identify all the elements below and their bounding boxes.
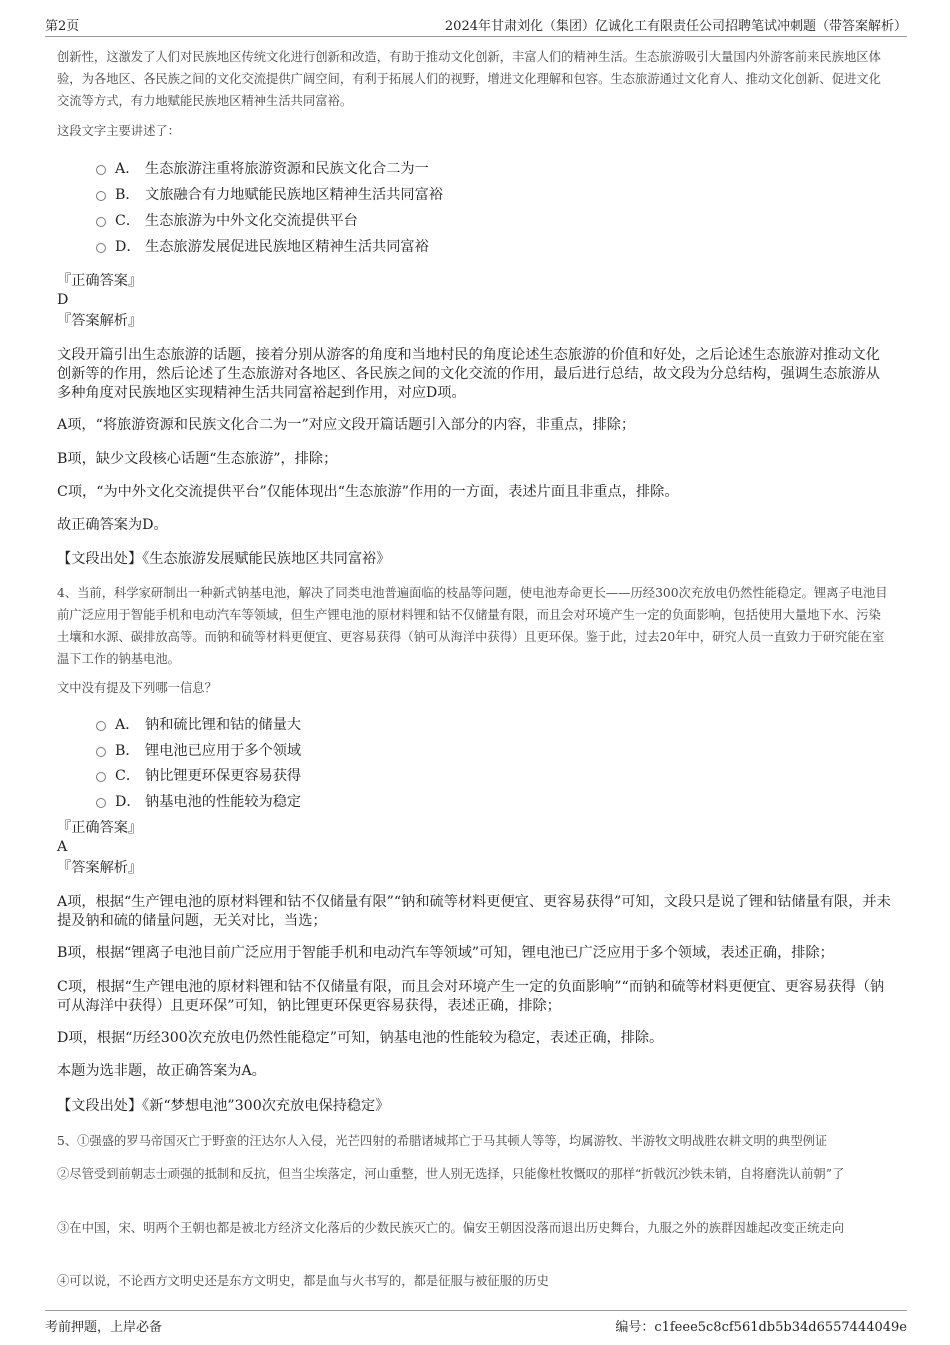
radio-icon[interactable]	[96, 798, 106, 808]
q4-analysis-paragraph: B项，根据“锂离子电池目前广泛应用于智能手机和电动汽车等领域”可知，锂电池已广泛应用于多个领域，表述正确，排除；	[57, 945, 834, 961]
q5-sentence: 5、①强盛的罗马帝国灭亡于野蛮的汪达尔人入侵，光芒四射的希腊诸城邦亡于马其顿人等等，均属游牧、半游牧文明战胜农耕文明的典型例证	[57, 1134, 828, 1148]
option-text: 生态旅游发展促进民族地区精神生活共同富裕	[145, 239, 429, 255]
q3-analysis-label: 『答案解析』	[57, 313, 143, 329]
option-letter: A．	[115, 717, 140, 733]
q4-analysis-paragraph: C项，根据“生产锂电池的原材料锂和钴不仅储量有限，而且会对环境产生一定的负面影响”“而钠和硫等材料更便宜、更容易获得（钠可从海洋中获得）且更环保”可知，钠比锂更环保更容易获得，表述正确，排除；	[57, 979, 885, 1014]
option-letter: B．	[115, 187, 140, 203]
page-footer	[45, 1310, 907, 1337]
radio-icon[interactable]	[96, 217, 106, 227]
q4-passage: 4、当前，科学家研制出一种新式钠基电池，解决了同类电池普遍面临的枝晶等问题，使电池寿命更长——历经300次充放电仍然性能稳定。锂离子电池目前广泛应用于智能手机和电动汽车等领域，但生产锂电池的原材料锂和钴不仅储量有限，而且会对环境产生一定的负面影响，包括使用大量地下水、污染土壤和水源、碳排放高等。而钠和硫等材料更便宜、更容易获得（钠可从海洋中获得）且更环保。鉴于此，过去20年中，研究人员一直致力于研究能在室温下工作的钠基电池。	[57, 586, 888, 666]
radio-icon[interactable]	[96, 772, 106, 782]
q4-option-c[interactable]	[96, 765, 301, 785]
q4-analysis-paragraph: D项，根据“历经300次充放电仍然性能稳定”可知，钠基电池的性能较为稳定，表述正确，排除。	[57, 1030, 664, 1046]
radio-icon[interactable]	[96, 191, 106, 201]
option-letter: C．	[115, 768, 141, 784]
q4-source: 【文段出处】《新“梦想电池”300次充放电保持稳定》	[57, 1098, 390, 1114]
q4-answer: A	[57, 839, 68, 855]
option-text: 钠和硫比锂和钴的储量大	[145, 717, 302, 733]
option-letter: A．	[115, 161, 140, 177]
q3-analysis-paragraph: 故正确答案为D。	[57, 517, 168, 533]
document-title: 2024年甘肃刘化（集团）亿诚化工有限责任公司招聘笔试冲刺题（带答案解析）	[444, 19, 907, 34]
page-header	[45, 12, 907, 37]
q4-analysis-paragraph: A项，根据“生产锂电池的原材料锂和钴不仅储量有限”“钠和硫等材料更便宜、更容易获得”可知，文段只是说了锂和钴储量有限，并未提及钠和硫的储量问题，无关对比，当选；	[57, 894, 891, 929]
q4-option-d[interactable]	[96, 791, 301, 811]
q4-answer-label: 『正确答案』	[57, 820, 143, 836]
q3-option-a[interactable]	[96, 158, 429, 178]
q5-sentence: ③在中国，宋、明两个王朝也都是被北方经济文化落后的少数民族灭亡的。偏安王朝因没落而退出历史舞台，九服之外的族群因雄起改变正统走向	[57, 1221, 845, 1235]
q3-analysis-paragraph: 文段开篇引出生态旅游的话题，接着分别从游客的角度和当地村民的角度论述生态旅游的价值和好处，之后论述生态旅游对推动文化创新等的作用，然后论述了生态旅游对各地区、各民族之间的文化交流的作用，最后进行总结，故文段为分总结构，强调生态旅游从多种角度对民族地区实现精神生活共同富裕起到作用，对应D项。	[57, 347, 880, 401]
q3-analysis-paragraph: A项，“将旅游资源和民族文化合二为一”对应文段开篇话题引入部分的内容，非重点，排除；	[57, 417, 636, 433]
option-letter: D．	[115, 794, 141, 810]
q4-analysis-paragraph: 本题为选非题，故正确答案为A。	[57, 1063, 266, 1079]
option-text: 生态旅游注重将旅游资源和民族文化合二为一	[145, 161, 429, 177]
q3-analysis-paragraph: C项，“为中外文化交流提供平台”仅能体现出“生态旅游”作用的一方面，表述片面且非重点，排除。	[57, 484, 679, 500]
q3-answer-label: 『正确答案』	[57, 273, 143, 289]
q5-sentence: ②尽管受到前朝志士顽强的抵制和反抗，但当尘埃落定，河山重整，世人别无选择，只能像杜牧慨叹的那样“折戟沉沙铁未销，自将磨洗认前朝”了	[57, 1167, 845, 1181]
q4-option-a[interactable]	[96, 714, 301, 734]
q4-question: 文中没有提及下列哪一信息？	[57, 681, 217, 695]
option-text: 钠基电池的性能较为稳定	[145, 794, 302, 810]
option-text: 文旅融合有力地赋能民族地区精神生活共同富裕	[145, 187, 443, 203]
option-text: 钠比锂更环保更容易获得	[145, 768, 302, 784]
radio-icon[interactable]	[96, 243, 106, 253]
radio-icon[interactable]	[96, 721, 106, 731]
radio-icon[interactable]	[96, 747, 106, 757]
q4-analysis-label: 『答案解析』	[57, 860, 143, 876]
option-letter: C．	[115, 213, 141, 229]
q3-passage: 创新性，这激发了人们对民族地区传统文化进行创新和改造，有助于推动文化创新，丰富人们的精神生活。生态旅游吸引大量国内外游客前来民族地区体验，为各地区、各民族之间的文化交流提供广阔空间，有利于拓展人们的视野，增进文化理解和包容。生态旅游通过文化育人、推动文化创新、促进文化交流等方式，有力地赋能民族地区精神生活共同富裕。	[57, 50, 881, 108]
q3-question: 这段文字主要讲述了：	[57, 124, 180, 138]
footer-slogan: 考前押题，上岸必备	[45, 1320, 163, 1335]
option-letter: B．	[115, 743, 140, 759]
page-number: 第2页	[45, 19, 80, 34]
option-text: 锂电池已应用于多个领域	[145, 743, 302, 759]
q5-sentence: ④可以说，不论西方文明史还是东方文明史，都是血与火书写的，都是征服与被征服的历史	[57, 1274, 549, 1288]
q3-option-d[interactable]	[96, 236, 429, 256]
q3-option-c[interactable]	[96, 210, 358, 230]
q4-option-b[interactable]	[96, 740, 301, 760]
radio-icon[interactable]	[96, 165, 106, 175]
q3-source: 【文段出处】《生态旅游发展赋能民族地区共同富裕》	[57, 551, 391, 567]
q3-answer: D	[57, 292, 69, 308]
q3-analysis-paragraph: B项，缺少文段核心话题“生态旅游”，排除；	[57, 451, 338, 467]
footer-serial: 编号：c1feee5c8cf561db5b34d6557444049e	[615, 1320, 907, 1335]
option-text: 生态旅游为中外文化交流提供平台	[145, 213, 358, 229]
q3-option-b[interactable]	[96, 184, 443, 204]
option-letter: D．	[115, 239, 141, 255]
